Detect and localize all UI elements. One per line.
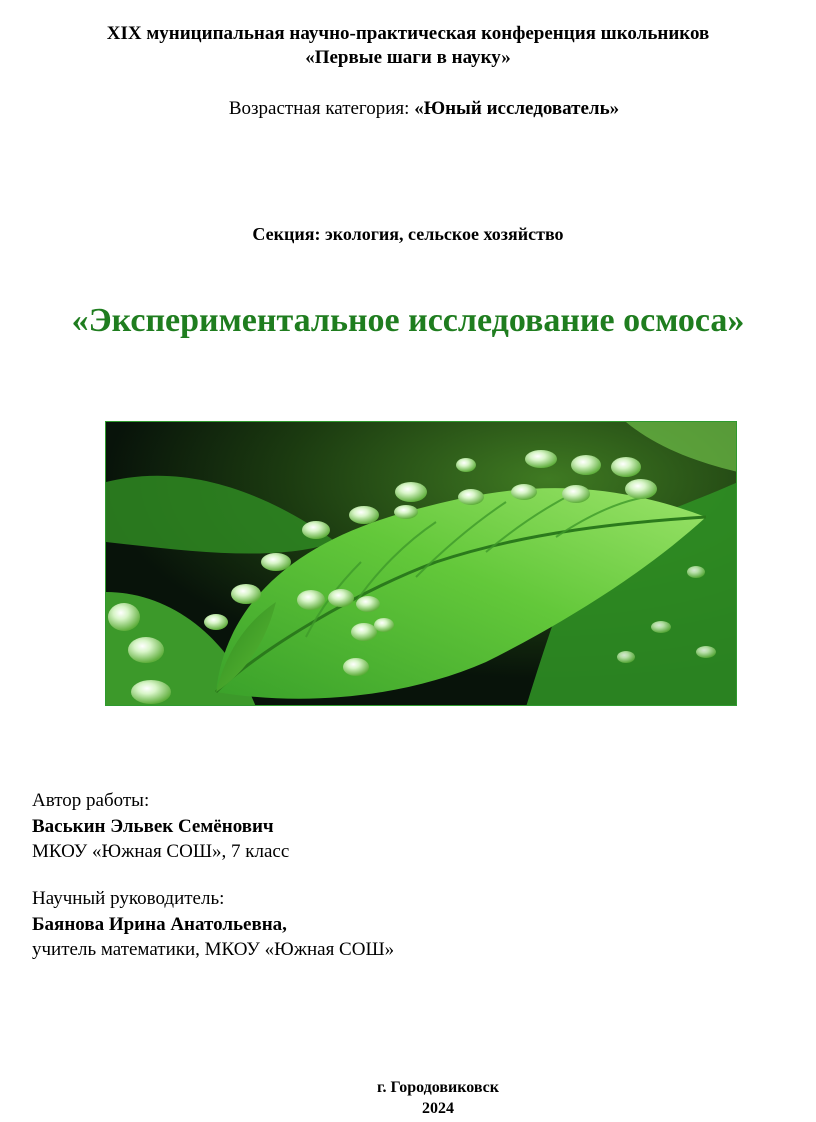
author-name: Васькин Эльвек Семёнович bbox=[32, 816, 274, 837]
age-category-value: «Юный исследователь» bbox=[414, 98, 620, 119]
leaf-with-water-drops-image bbox=[105, 421, 737, 706]
section-value: : экология, сельское хозяйство bbox=[314, 224, 564, 244]
section-label: Секция bbox=[252, 224, 315, 244]
conference-title-line-1: XIX муниципальная научно-практическая конференция школьников bbox=[106, 23, 710, 44]
year: 2024 bbox=[422, 1100, 454, 1117]
age-category-label: Возрастная категория: bbox=[228, 98, 410, 119]
adviser-label: Научный руководитель: bbox=[32, 888, 225, 909]
section-line bbox=[0, 224, 816, 245]
age-category bbox=[16, 98, 816, 120]
city: г. Городовиковск bbox=[377, 1079, 499, 1096]
work-title: «Экспериментальное исследование осмоса» bbox=[71, 302, 745, 339]
author-school: МКОУ «Южная СОШ», 7 класс bbox=[32, 841, 290, 862]
author-label: Автор работы: bbox=[32, 790, 150, 811]
leaf-illustration bbox=[106, 422, 737, 706]
adviser-role: учитель математики, МКОУ «Южная СОШ» bbox=[32, 939, 395, 960]
conference-title-line-2: «Первые шаги в науку» bbox=[305, 47, 511, 68]
adviser-name: Баянова Ирина Анатольевна, bbox=[32, 914, 287, 935]
